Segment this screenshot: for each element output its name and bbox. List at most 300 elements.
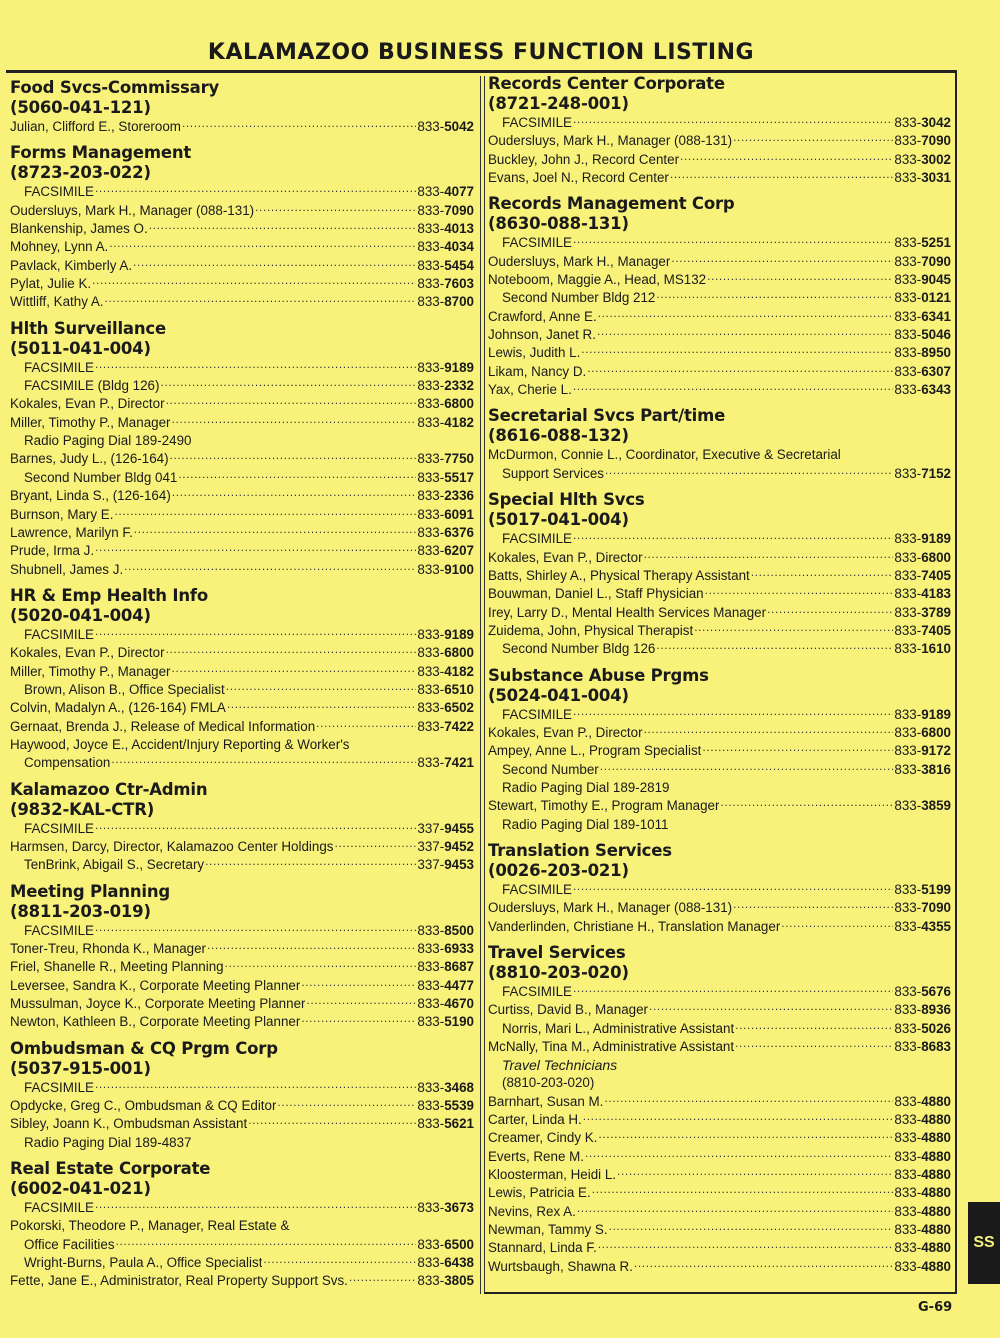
listing-note: Radio Paging Dial 189-2819 bbox=[502, 779, 670, 795]
listing-phone[interactable] bbox=[894, 1038, 951, 1056]
listing-phone[interactable] bbox=[894, 271, 951, 289]
listing-row bbox=[488, 1184, 951, 1202]
listing-phone[interactable] bbox=[417, 995, 474, 1013]
dot-leader bbox=[573, 115, 893, 127]
listing-row bbox=[488, 308, 951, 326]
section-code: (8630-088-131) bbox=[488, 214, 629, 234]
listing-phone[interactable] bbox=[894, 983, 951, 1001]
listing-row bbox=[488, 549, 951, 567]
listing-row bbox=[488, 640, 951, 658]
listing-row bbox=[488, 381, 951, 399]
listing-name: Bouwman, Daniel L., Staff Physician bbox=[488, 586, 704, 602]
listing-phone[interactable] bbox=[894, 1093, 951, 1111]
listing-phone[interactable] bbox=[417, 238, 474, 256]
listing-phone[interactable] bbox=[417, 1236, 474, 1254]
listing-phone[interactable] bbox=[894, 1001, 951, 1019]
listing-phone[interactable] bbox=[894, 253, 951, 271]
listing-phone[interactable] bbox=[417, 1199, 474, 1217]
section-code: (9832-KAL-CTR) bbox=[10, 799, 155, 819]
listing-phone[interactable] bbox=[894, 549, 951, 567]
dot-leader bbox=[577, 1204, 894, 1216]
listing-phone[interactable] bbox=[417, 1097, 474, 1115]
phone-number: 833-7405 bbox=[894, 567, 951, 583]
listing-row bbox=[488, 1001, 951, 1019]
listing-row bbox=[10, 1097, 474, 1115]
listing-name: Pavlack, Kimberly A. bbox=[10, 257, 133, 273]
phone-number: 833-6341 bbox=[894, 308, 951, 324]
listing-phone[interactable] bbox=[894, 1129, 951, 1147]
listing-row bbox=[488, 1203, 951, 1221]
listing-name: Oudersluys, Mark H., Manager (088-131) bbox=[488, 133, 733, 149]
listing-row bbox=[10, 359, 474, 377]
listing-phone[interactable] bbox=[894, 742, 951, 760]
dot-leader bbox=[598, 1130, 893, 1142]
listing-name: FACSIMILE bbox=[24, 184, 94, 200]
listing-phone[interactable] bbox=[417, 940, 474, 958]
listing-phone[interactable] bbox=[894, 308, 951, 326]
phone-number: 833-8500 bbox=[417, 922, 474, 938]
section-code: (5060-041-121) bbox=[10, 98, 151, 117]
page-title: KALAMAZOO BUSINESS FUNCTION LISTING bbox=[207, 40, 755, 65]
listing-phone[interactable] bbox=[894, 585, 951, 603]
listing-phone[interactable] bbox=[417, 561, 474, 579]
listing-row bbox=[488, 881, 951, 899]
phone-number: 833-5199 bbox=[894, 881, 951, 897]
listing-name: McNally, Tina M., Administrative Assistant bbox=[488, 1039, 735, 1055]
listing-phone[interactable] bbox=[894, 1166, 951, 1184]
listing-name: Oudersluys, Mark H., Manager (088-131) bbox=[10, 202, 255, 218]
phone-number: 833-0121 bbox=[894, 290, 951, 306]
phone-number: 833-4880 bbox=[894, 1222, 951, 1238]
listing-phone[interactable] bbox=[894, 761, 951, 779]
listing-name: Gernaat, Brenda J., Release of Medical Information bbox=[10, 718, 316, 734]
dot-leader bbox=[605, 466, 893, 478]
dot-leader bbox=[225, 959, 417, 971]
title-rule bbox=[6, 70, 956, 73]
dot-leader bbox=[166, 396, 417, 408]
listing-row bbox=[10, 414, 474, 432]
phone-number: 833-7152 bbox=[894, 465, 951, 481]
section-code: (5011-041-004) bbox=[10, 338, 151, 358]
phone-number: 833-3789 bbox=[894, 604, 951, 620]
listing-phone[interactable] bbox=[417, 487, 474, 505]
phone-number: 833-6307 bbox=[894, 363, 951, 379]
listing-name: Wittliff, Kathy A. bbox=[10, 294, 104, 310]
listing-phone[interactable] bbox=[417, 450, 474, 468]
listing-row bbox=[10, 995, 474, 1013]
listing-name: Lawrence, Marilyn F. bbox=[10, 524, 133, 540]
listing-row bbox=[488, 604, 951, 622]
listing-phone[interactable] bbox=[417, 699, 474, 717]
listing-row bbox=[488, 530, 951, 548]
phone-number: 833-4013 bbox=[417, 221, 474, 237]
listing-name: Yax, Cherie L. bbox=[488, 382, 572, 398]
listing-name: FACSIMILE bbox=[502, 235, 572, 251]
section-code: (8721-248-001) bbox=[488, 94, 629, 113]
dot-leader bbox=[671, 254, 893, 266]
listing-row bbox=[488, 918, 951, 936]
section-title: Food Svcs-Commissary bbox=[10, 78, 220, 97]
dot-leader bbox=[573, 707, 893, 719]
listing-row bbox=[488, 289, 951, 307]
listing-name: Kloosterman, Heidi L. bbox=[488, 1167, 617, 1183]
listing-name: Burnson, Mary E. bbox=[10, 506, 114, 522]
listing-name: Wurtsbaugh, Shawna R. bbox=[488, 1258, 633, 1274]
dot-leader bbox=[598, 1240, 894, 1252]
listing-phone[interactable] bbox=[417, 202, 474, 220]
phone-number: 833-4880 bbox=[894, 1203, 951, 1219]
listing-name: Second Number bbox=[502, 761, 599, 777]
dot-leader bbox=[114, 507, 416, 519]
dot-leader bbox=[248, 1116, 416, 1128]
listing-phone[interactable] bbox=[894, 234, 951, 252]
listing-row bbox=[488, 326, 951, 344]
listing-name: Everts, Rene M. bbox=[488, 1148, 584, 1164]
listing-name: Ampey, Anne L., Program Specialist bbox=[488, 743, 702, 759]
listing-name: FACSIMILE bbox=[502, 115, 572, 130]
phone-number: 833-4880 bbox=[894, 1130, 951, 1146]
listing-phone[interactable] bbox=[894, 151, 951, 169]
phone-number: 833-9172 bbox=[894, 743, 951, 759]
phone-number: 833-9045 bbox=[894, 272, 951, 288]
listing-phone[interactable] bbox=[894, 1148, 951, 1166]
listing-phone[interactable] bbox=[894, 289, 951, 307]
listing-phone[interactable] bbox=[417, 395, 474, 413]
right-column bbox=[488, 74, 951, 1276]
dot-leader bbox=[604, 1094, 893, 1106]
listing-note: McDurmon, Connie L., Coordinator, Executive & Secretarial bbox=[488, 447, 841, 463]
listing-row bbox=[488, 1148, 951, 1166]
listing-row bbox=[10, 220, 474, 238]
listing-phone[interactable] bbox=[894, 1203, 951, 1221]
dot-leader bbox=[656, 290, 893, 302]
listing-phone[interactable] bbox=[417, 644, 474, 662]
listing-phone[interactable] bbox=[417, 293, 474, 311]
listing-phone[interactable] bbox=[417, 663, 474, 681]
phone-number: 833-5190 bbox=[417, 1014, 474, 1030]
column-divider bbox=[480, 76, 481, 1294]
listing-row bbox=[10, 487, 474, 505]
listing-phone[interactable] bbox=[894, 604, 951, 622]
phone-number: 833-4670 bbox=[417, 996, 474, 1012]
listing-row bbox=[488, 363, 951, 381]
phone-number: 833-6502 bbox=[417, 700, 474, 716]
listing-phone[interactable] bbox=[417, 958, 474, 976]
dot-leader bbox=[111, 755, 416, 767]
dot-leader bbox=[95, 627, 416, 639]
listing-row bbox=[10, 1254, 474, 1272]
listing-name: Noteboom, Maggie A., Head, MS132 bbox=[488, 272, 707, 288]
phone-number: 833-9189 bbox=[417, 626, 474, 642]
listing-phone[interactable] bbox=[894, 899, 951, 917]
dot-leader bbox=[95, 184, 416, 196]
listing-phone[interactable] bbox=[417, 257, 474, 275]
listing-row bbox=[488, 1020, 951, 1038]
dot-leader bbox=[573, 882, 893, 894]
listing-row bbox=[488, 983, 951, 1001]
phone-number: 833-6500 bbox=[417, 1236, 474, 1252]
phone-number: 833-7421 bbox=[417, 755, 474, 771]
phone-number: 833-4182 bbox=[417, 414, 474, 430]
section-code: (8616-088-132) bbox=[488, 426, 629, 446]
listing-note: Haywood, Joyce E., Accident/Injury Reporting & Worker's bbox=[10, 736, 350, 752]
right-border bbox=[955, 70, 957, 1294]
listing-phone[interactable] bbox=[894, 797, 951, 815]
section-title: Hlth Surveillance bbox=[10, 318, 166, 338]
dot-leader bbox=[680, 152, 893, 164]
dot-leader bbox=[166, 645, 417, 657]
dot-leader bbox=[349, 1273, 416, 1285]
directory-section bbox=[488, 406, 951, 483]
listing-name: Oudersluys, Mark H., Manager (088-131) bbox=[488, 900, 733, 916]
dot-leader bbox=[694, 623, 893, 635]
listing-name: Harmsen, Darcy, Director, Kalamazoo Center Holdings bbox=[10, 838, 334, 854]
listing-phone[interactable] bbox=[894, 132, 951, 150]
listing-phone[interactable] bbox=[417, 377, 474, 395]
phone-number: 833-9100 bbox=[417, 561, 474, 577]
listing-phone[interactable] bbox=[894, 1221, 951, 1239]
phone-number: 833-9189 bbox=[894, 531, 951, 547]
dot-leader bbox=[600, 762, 894, 774]
listing-phone[interactable] bbox=[894, 881, 951, 899]
phone-number: 833-7090 bbox=[894, 253, 951, 269]
listing-row bbox=[10, 293, 474, 311]
phone-number: 833-7603 bbox=[417, 276, 474, 292]
listing-phone[interactable] bbox=[894, 706, 951, 724]
listing-row bbox=[488, 1111, 951, 1129]
subsection-heading: Travel Technicians bbox=[502, 1057, 618, 1074]
listing-name: Kokales, Evan P., Director bbox=[10, 396, 165, 412]
phone-number: 833-3673 bbox=[417, 1200, 474, 1216]
section-title: Secretarial Svcs Part/time bbox=[488, 406, 726, 426]
dot-leader bbox=[735, 1021, 893, 1033]
listing-row bbox=[10, 940, 474, 958]
listing-phone[interactable] bbox=[894, 344, 951, 362]
listing-row bbox=[10, 524, 474, 542]
section-title: HR & Emp Health Info bbox=[10, 585, 208, 605]
dot-leader bbox=[670, 170, 894, 182]
phone-number: 833-4477 bbox=[417, 977, 474, 993]
phone-number: 833-4880 bbox=[894, 1258, 951, 1274]
phone-number: 833-5251 bbox=[894, 235, 951, 251]
dot-leader bbox=[172, 415, 417, 427]
phone-number: 833-2336 bbox=[417, 488, 474, 504]
phone-number: 833-4183 bbox=[894, 586, 951, 602]
listing-phone[interactable] bbox=[417, 820, 474, 838]
listing-name: Friel, Shanelle R., Meeting Planning bbox=[10, 959, 224, 975]
dot-leader bbox=[301, 978, 416, 990]
listing-name: Evans, Joel N., Record Center bbox=[488, 170, 669, 186]
listing-row bbox=[488, 567, 951, 585]
listing-name: TenBrink, Abigail S., Secretary bbox=[24, 857, 205, 873]
listing-phone[interactable] bbox=[894, 567, 951, 585]
phone-number: 833-4034 bbox=[417, 239, 474, 255]
listing-phone[interactable] bbox=[894, 530, 951, 548]
listing-phone[interactable] bbox=[417, 718, 474, 736]
dot-leader bbox=[644, 725, 894, 737]
left-column bbox=[10, 78, 474, 1291]
listing-phone[interactable] bbox=[894, 1258, 951, 1276]
dot-leader bbox=[124, 562, 416, 574]
listing-phone[interactable] bbox=[417, 469, 474, 487]
listing-phone[interactable] bbox=[417, 359, 474, 377]
listing-phone[interactable] bbox=[417, 856, 474, 874]
listing-row bbox=[10, 820, 474, 838]
listing-phone[interactable] bbox=[417, 1115, 474, 1133]
listing-row bbox=[488, 724, 951, 742]
listing-name: Irey, Larry D., Mental Health Services Manager bbox=[488, 604, 767, 620]
listing-row bbox=[10, 644, 474, 662]
directory-section bbox=[488, 943, 951, 1276]
phone-number: 833-3859 bbox=[894, 798, 951, 814]
listing-phone[interactable] bbox=[417, 1079, 474, 1097]
listing-phone[interactable] bbox=[894, 918, 951, 936]
listing-phone[interactable] bbox=[417, 524, 474, 542]
section-title: Records Center Corporate bbox=[488, 74, 725, 93]
directory-section bbox=[488, 666, 951, 834]
column-divider-2 bbox=[484, 76, 485, 1294]
listing-phone[interactable] bbox=[417, 838, 474, 856]
listing-phone[interactable] bbox=[894, 1239, 951, 1257]
phone-number: 833-8687 bbox=[417, 959, 474, 975]
section-title: Translation Services bbox=[488, 840, 672, 860]
listing-phone[interactable] bbox=[417, 681, 474, 699]
listing-phone[interactable] bbox=[417, 1254, 474, 1272]
listing-name: Oudersluys, Mark H., Manager bbox=[488, 253, 671, 269]
listing-phone[interactable] bbox=[417, 275, 474, 293]
phone-number: 833-5621 bbox=[417, 1116, 474, 1132]
phone-number: 833-5042 bbox=[417, 119, 474, 134]
dot-leader bbox=[597, 327, 893, 339]
listing-row bbox=[10, 681, 474, 699]
dot-leader bbox=[733, 133, 893, 145]
listing-note: Radio Paging Dial 189-1011 bbox=[502, 816, 669, 832]
directory-section bbox=[488, 841, 951, 936]
phone-number: 833-3002 bbox=[894, 151, 951, 167]
phone-number: 833-6376 bbox=[417, 524, 474, 540]
listing-phone[interactable] bbox=[894, 724, 951, 742]
listing-name: FACSIMILE bbox=[24, 1200, 94, 1216]
listing-row bbox=[488, 344, 951, 362]
listing-name: Crawford, Anne E. bbox=[488, 308, 597, 324]
listing-row bbox=[10, 561, 474, 579]
dot-leader bbox=[149, 221, 417, 233]
dot-leader bbox=[592, 1185, 894, 1197]
listing-phone[interactable] bbox=[417, 506, 474, 524]
listing-name: Barnhart, Susan M. bbox=[488, 1093, 604, 1109]
phone-number: 337-9455 bbox=[417, 820, 474, 836]
listing-phone[interactable] bbox=[894, 169, 951, 187]
dot-leader bbox=[306, 996, 416, 1008]
section-code: (5037-915-001) bbox=[10, 1058, 151, 1078]
dot-leader bbox=[255, 203, 416, 215]
phone-number: 833-5454 bbox=[417, 257, 474, 273]
listing-phone[interactable] bbox=[894, 381, 951, 399]
listing-row bbox=[10, 257, 474, 275]
listing-phone[interactable] bbox=[894, 640, 951, 658]
listing-phone[interactable] bbox=[417, 183, 474, 201]
listing-phone[interactable] bbox=[417, 414, 474, 432]
dot-leader bbox=[702, 743, 893, 755]
listing-phone[interactable] bbox=[417, 220, 474, 238]
listing-row bbox=[10, 1013, 474, 1031]
dot-leader bbox=[172, 488, 417, 500]
listing-name: Kokales, Evan P., Director bbox=[488, 549, 643, 565]
listing-row bbox=[488, 585, 951, 603]
listing-name: Lewis, Patricia E. bbox=[488, 1185, 591, 1201]
dot-leader bbox=[172, 664, 417, 676]
directory-section bbox=[488, 194, 951, 399]
listing-phone[interactable] bbox=[417, 977, 474, 995]
listing-name: Curtiss, David B., Manager bbox=[488, 1002, 649, 1018]
section-title: Special Hlth Svcs bbox=[488, 490, 645, 510]
listing-phone[interactable] bbox=[417, 1272, 474, 1290]
listing-phone[interactable] bbox=[894, 363, 951, 381]
listing-row bbox=[488, 169, 951, 187]
listing-name: FACSIMILE bbox=[24, 922, 94, 938]
listing-phone[interactable] bbox=[894, 326, 951, 344]
listing-row bbox=[10, 1115, 474, 1133]
listing-phone[interactable] bbox=[894, 1184, 951, 1202]
listing-name: Toner-Treu, Rhonda K., Manager bbox=[10, 941, 207, 956]
listing-phone[interactable] bbox=[417, 922, 474, 940]
section-code: (8723-203-022) bbox=[10, 163, 151, 183]
listing-phone[interactable] bbox=[417, 754, 474, 772]
listing-name: Wright-Burns, Paula A., Office Specialist bbox=[24, 1255, 263, 1271]
listing-phone[interactable] bbox=[417, 118, 474, 136]
listing-name: Support Services bbox=[502, 465, 604, 481]
listing-phone[interactable] bbox=[894, 1020, 951, 1038]
dot-leader bbox=[227, 700, 417, 712]
listing-name: Prude, Irma J. bbox=[10, 543, 95, 559]
phone-number: 833-5046 bbox=[894, 327, 951, 343]
dot-leader bbox=[705, 586, 894, 598]
listing-row bbox=[10, 977, 474, 995]
listing-phone[interactable] bbox=[417, 626, 474, 644]
phone-number: 833-6207 bbox=[417, 543, 474, 559]
directory-section bbox=[10, 1039, 474, 1152]
listing-phone[interactable] bbox=[894, 114, 951, 132]
dot-leader bbox=[767, 605, 893, 617]
listing-phone[interactable] bbox=[894, 465, 951, 483]
dot-leader bbox=[573, 984, 893, 996]
listing-name: Office Facilities bbox=[24, 1236, 115, 1252]
listing-name: Buckley, John J., Record Center bbox=[488, 151, 680, 167]
phone-number: 833-7090 bbox=[894, 133, 951, 149]
dot-leader bbox=[160, 378, 416, 390]
listing-row bbox=[10, 663, 474, 681]
listing-phone[interactable] bbox=[894, 1111, 951, 1129]
section-tab[interactable]: SS bbox=[968, 1202, 1000, 1284]
listing-phone[interactable] bbox=[417, 542, 474, 560]
section-title: Substance Abuse Prgms bbox=[488, 665, 709, 685]
phone-number: 833-5517 bbox=[417, 469, 474, 485]
directory-section bbox=[10, 319, 474, 579]
listing-phone[interactable] bbox=[417, 1013, 474, 1031]
listing-row bbox=[10, 699, 474, 717]
phone-number: 833-4077 bbox=[417, 184, 474, 200]
phone-number: 833-8936 bbox=[894, 1002, 951, 1018]
dot-leader bbox=[95, 543, 416, 555]
listing-name: Miller, Timothy P., Manager bbox=[10, 663, 171, 679]
phone-number: 833-9189 bbox=[417, 359, 474, 375]
phone-number: 833-6091 bbox=[417, 506, 474, 522]
phone-number: 833-4880 bbox=[894, 1093, 951, 1109]
listing-name: Second Number Bldg 041 bbox=[24, 469, 178, 485]
dot-leader bbox=[178, 470, 416, 482]
listing-row bbox=[10, 542, 474, 560]
listing-phone[interactable] bbox=[894, 622, 951, 640]
